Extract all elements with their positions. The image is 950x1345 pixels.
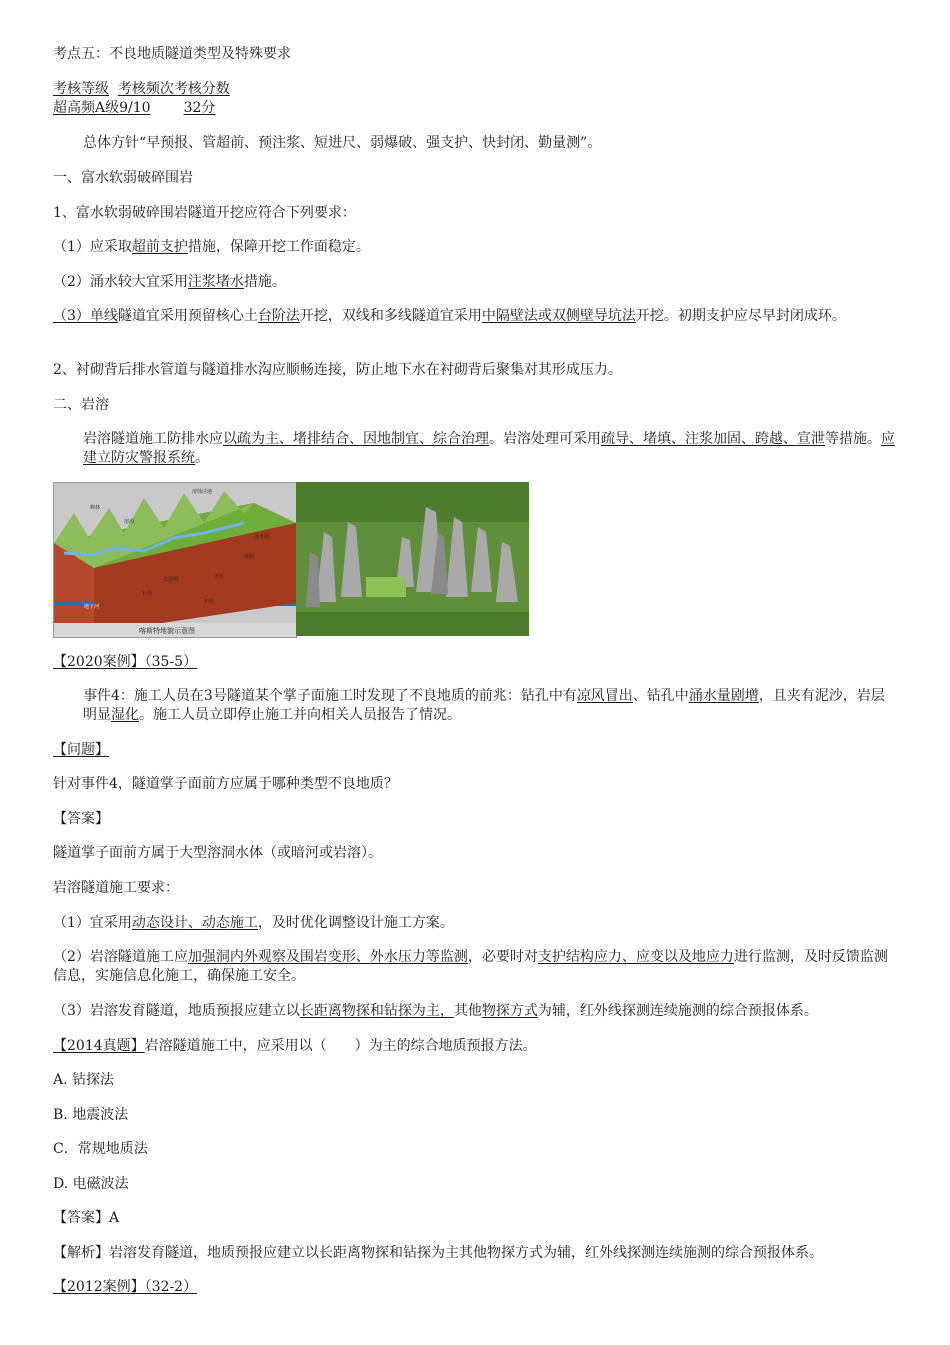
svg-text:溶洞: 溶洞 [244,554,255,560]
svg-text:天坑: 天坑 [214,574,225,580]
requirement-3: （3）岩溶发育隧道，地质预报应建立以长距离物探和钻探为主，其他物探方式为辅，红外线探测连续施测的综合预报体系。 [53,1003,818,1019]
section-heading: 考点五：不良地质隧道类型及特殊要求 [53,46,291,62]
section1-para2: 2、衬砌背后排水管道与隧道排水沟应顺畅连接，防止地下水在衬砌背后聚集对其形成压力。 [53,362,622,378]
exam2014-stem: 【2014真题】岩溶隧道施工中，应采用以（ ）为主的综合地质预报方法。 [53,1038,537,1054]
meta-value-ratio: 9/10 [119,100,151,116]
exam2014-tag: 【2014真题】 [53,1038,145,1054]
svg-text:溶沟: 溶沟 [124,519,135,525]
case2020-title: 【2020案例】（35-5） [53,654,198,670]
meta-value-frequency: 超高频 [53,100,95,116]
option-c: C．常规地质法 [53,1141,148,1157]
option-d: D. 电磁波法 [53,1176,129,1192]
exam2014-analysis: 【解析】岩溶发育隧道，地质预报应建立以长距离物探和钻探为主其他物探方式为辅，红外线探测连续施测的综合预报体系。 [53,1245,823,1261]
section1-item2: （2）涌水较大宜采用注浆堵水措施。 [53,274,286,290]
stone-forest-photo [296,482,529,636]
svg-text:落水洞: 落水洞 [254,534,270,540]
case2020-event: 事件4：施工人员在3号隧道某个掌子面施工时发现了不良地质的前兆：钻孔中有凉风冒出、钻孔中涌水量剧增，且夹有泥沙，岩层明显湿化。施工人员立即停止施工并向相关人员报告了情况。 [83,688,885,723]
svg-text:石笋: 石笋 [142,591,153,597]
requirement-2: （2）岩溶隧道施工应加强洞内外观察及围岩变形、外水压力等监测，必要时对支护结构应力、应变以及地应力进行监测，及时反馈监测信息，实施信息化施工，确保施工安全。 [53,949,888,984]
exam2014-answer: 【答案】A [53,1210,120,1226]
meta-labels [53,80,230,99]
option-a: A. 钻探法 [53,1072,115,1088]
svg-text:石柱: 石柱 [204,599,215,605]
section1-para1: 1、富水软弱破碎围岩隧道开挖应符合下列要求： [53,205,356,221]
option-b: B. 地震波法 [53,1107,129,1123]
svg-text:溶蚀洼地: 溶蚀洼地 [192,489,213,495]
question-label: 【问题】 [53,742,109,758]
section1-item3: （3）单线隧道宜采用预留核心土台阶法开挖，双线和多线隧道宜采用中隔壁法或双侧壁导坑法开挖。初期支护应尽早封闭成环。 [53,308,846,324]
meta-label-score: 考核分数 [173,81,230,97]
diagram-caption: 喀斯特地貌示意图 [139,627,195,635]
karst-diagram-image [53,482,297,638]
section2-title: 二、岩溶 [53,397,109,413]
requirement-1: （1）宜采用动态设计、动态施工，及时优化调整设计施工方案。 [53,915,454,931]
meta-value-score: 32分 [183,100,216,116]
section2-paragraph: 岩溶隧道施工防排水应以疏为主、堵排结合、因地制宜、综合治理。岩溶处理可采用疏导、堵填、注浆加固、跨越、宣泄等措施。应建立防灾警报系统。 [83,431,895,466]
meta-value-level: A级 [95,100,120,116]
section1-title: 一、富水软弱破碎围岩 [53,170,193,186]
meta-label-frequency: 考核频次 [117,81,174,97]
meta-values [53,99,215,118]
answer-label: 【答案】 [53,811,109,827]
svg-text:峰林: 峰林 [90,505,101,511]
case2012-title: 【2012案例】（32-2） [53,1279,198,1295]
svg-text:石钟乳: 石钟乳 [164,577,180,583]
requirements-title: 岩溶隧道施工要求： [53,880,179,896]
answer-text: 隧道掌子面前方属于大型溶洞水体（或暗河或岩溶）。 [53,845,382,861]
policy-line: 总体方针“早预报、管超前、预注浆、短进尺、弱爆破、强支护、快封闭、勤量测”。 [83,135,602,151]
svg-text:地下河: 地下河 [84,604,100,610]
meta-label-level: 考核等级 [53,81,109,97]
section1-item1: （1）应采取超前支护措施，保障开挖工作面稳定。 [53,239,370,255]
question-text: 针对事件4，隧道掌子面前方应属于哪种类型不良地质？ [53,776,398,792]
